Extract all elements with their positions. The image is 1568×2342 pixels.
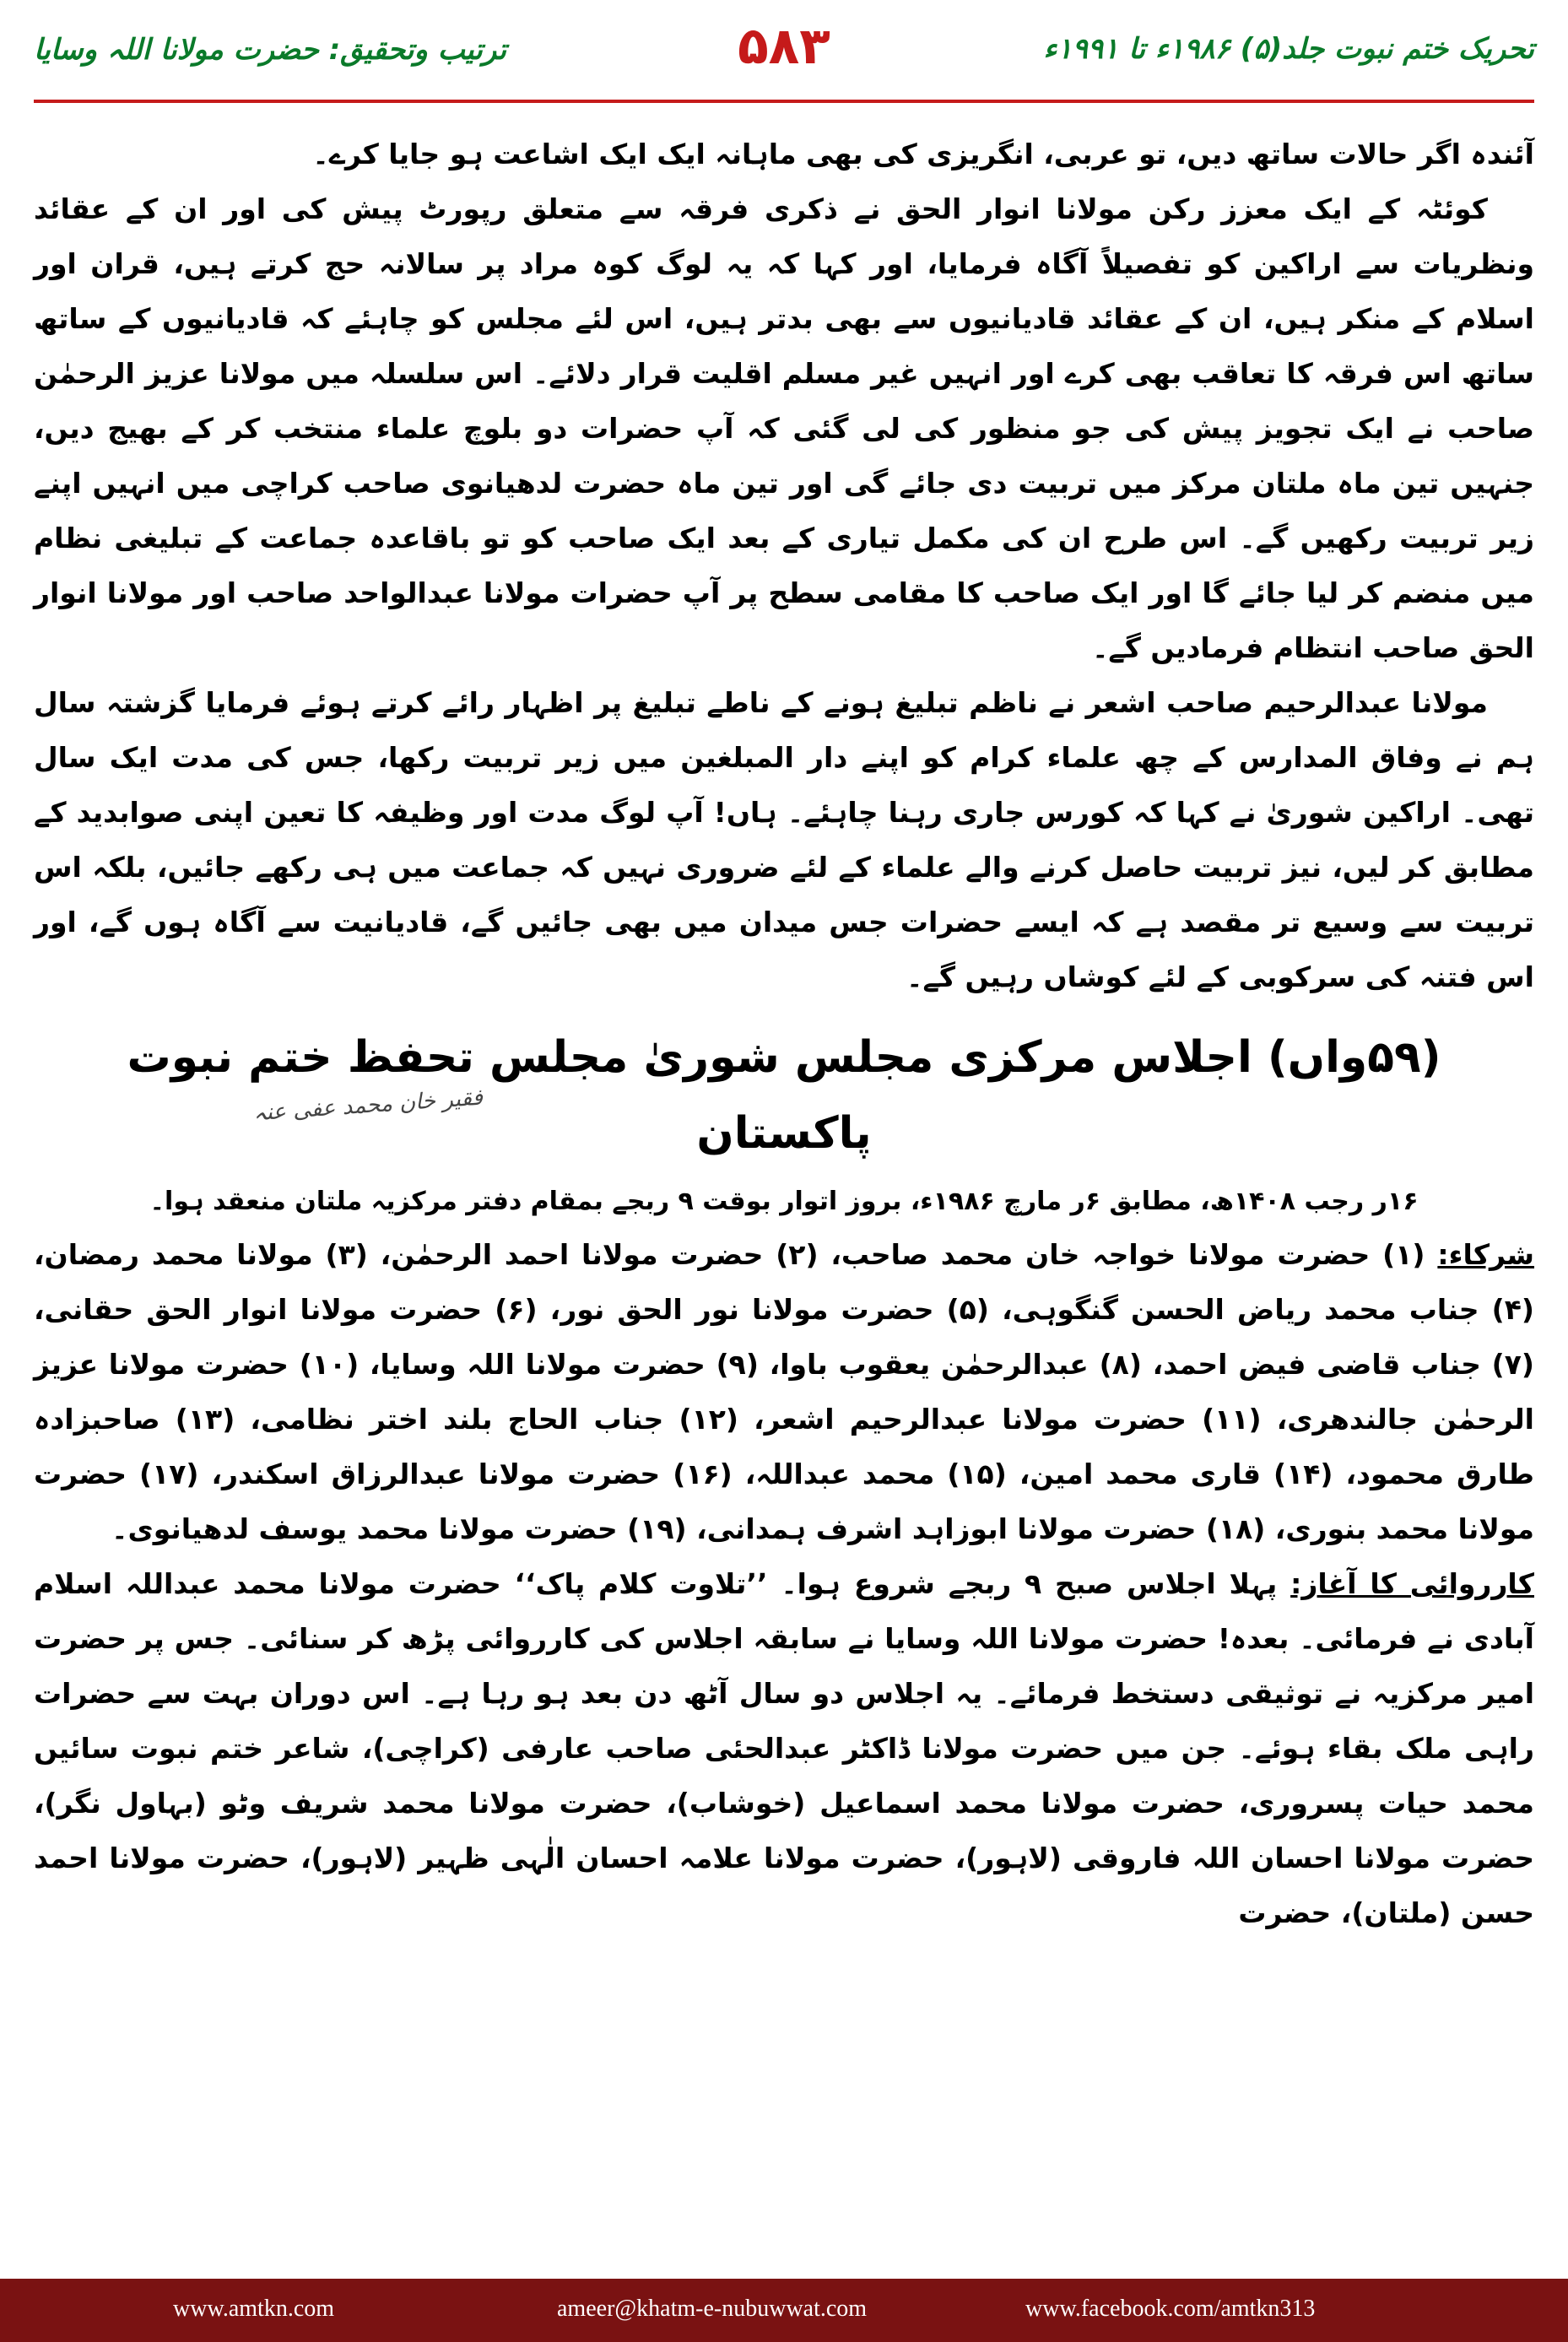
participants-label: شرکاء: xyxy=(1437,1238,1535,1271)
meeting-heading: (۵۹واں) اجلاس مرکزی مجلس شوریٰ مجلس تحفظ ختم نبوت پاکستان xyxy=(127,1032,1441,1159)
paragraph-publication: آئندہ اگر حالات ساتھ دیں، تو عربی، انگریزی کی بھی ماہانہ ایک ایک اشاعت ہو جایا کرے۔ xyxy=(312,138,1534,170)
proceedings-text: پہلا اجلاس صبح ۹ ربجے شروع ہوا۔ ’’تلاوت کلام پاک‘‘ حضرت مولانا محمد عبداللہ اسلام آبادی نے فرمائی۔ بعدہ! حضرت مولانا اللہ وسایا نے سابقہ اجلاس کی کارروائی پڑھ کر سنائی۔ جس پر حضرت امیر مرکزیہ نے توثیقی دستخط فرمائے۔ یہ اجلاس دو سال آٹھ دن بعد ہو رہا ہے۔ اس دوران بہت سے حضرات راہی ملک بقاء ہوئے۔ جن میں حضرت مولانا ڈاکٹر عبدالحئی صاحب عارفی (کراچی)، شاعر ختم نبوت سائیں محمد حیات پسروری، حضرت مولانا محمد اسماعیل (خوشاب)، حضرت مولانا محمد شریف وٹو (بہاول نگر)، حضرت مولانا احسان اللہ فاروقی (لاہور)، حضرت مولانا علامہ احسان الٰہی ظہیر (لاہور)، حضرت مولانا احمد حسن (ملتان)، حضرت xyxy=(34,1567,1534,1929)
header-divider xyxy=(34,100,1534,103)
footer-email-link[interactable]: ameer@khatm-e-nubuwwat.com xyxy=(557,2296,868,2322)
paragraph-training: مولانا عبدالرحیم صاحب اشعر نے ناظم تبلیغ ہونے کے ناطے تبلیغ پر اظہار رائے کرتے ہوئے فرمایا گزشتہ سال ہم نے وفاق المدارس کے چھ علماء کرام کو اپنے دار المبلغین میں زیر تربیت رکھا، جس کی مدت ایک سال تھی۔ اراکین شوریٰ نے کہا کہ کورس جاری رہنا چاہئے۔ ہاں! آپ لوگ مدت اور وظیفہ کا تعین اپنی صوابدید کے مطابق کر لیں، نیز تربیت حاصل کرنے والے علماء کے لئے ضروری نہیں کہ جماعت میں ہی رکھے جائیں، بلکہ اس تربیت سے وسیع تر مقصد ہے کہ ایسے حضرات جس میدان میں بھی جائیں گے، قادیانیت سے آگاہ ہوں گے، اور اس فتنہ کی سرکوبی کے لئے کوشاں رہیں گے۔ xyxy=(34,686,1534,993)
page-body xyxy=(34,127,1534,1940)
participants-list: (۱) حضرت مولانا خواجہ خان محمد صاحب، (۲) حضرت مولانا احمد الرحمٰن، (۳) مولانا محمد رمضان، (۴) جناب محمد ریاض الحسن گنگوہی، (۵) حضرت مولانا نور الحق نور، (۶) حضرت مولانا انوار الحق حقانی، (۷) جناب قاضی فیض احمد، (۸) عبدالرحمٰن یعقوب باوا، (۹) حضرت مولانا اللہ وسایا، (۱۰) حضرت مولانا عزیز الرحمٰن جالندھری، (۱۱) حضرت مولانا عبدالرحیم اشعر، (۱۲) جناب الحاج بلند اختر نظامی، (۱۳) صاحبزادہ طارق محمود، (۱۴) قاری محمد امین، (۱۵) محمد عبداللہ، (۱۶) حضرت مولانا عبدالرزاق اسکندر، (۱۷) حضرت مولانا محمد بنوری، (۱۸) حضرت مولانا ابوزاہد اشرف ہمدانی، (۱۹) حضرت مولانا محمد یوسف لدھیانوی۔ xyxy=(34,1238,1534,1545)
meeting-date: ۱۶ر رجب ۱۴۰۸ھ، مطابق ۶ر مارچ ۱۹۸۶ء، بروز اتوار بوقت ۹ ربجے بمقام دفتر مرکزیہ ملتان منعقد ہوا۔ xyxy=(149,1187,1419,1216)
footer-facebook-link[interactable]: www.facebook.com/amtkn313 xyxy=(1025,2296,1316,2322)
handwritten-signature: فقیر خان محمد عفی عنہ xyxy=(252,1084,484,1127)
paragraph-zikri-report: کوئٹہ کے ایک معزز رکن مولانا انوار الحق نے ذکری فرقہ سے متعلق رپورٹ پیش کی اور ان کے عقائد ونظریات سے اراکین کو تفصیلاً آگاہ فرمایا، اور کہا کہ یہ لوگ کوہ مراد پر سالانہ حج کرتے ہیں، قران اور اسلام کے منکر ہیں، ان کے عقائد قادیانیوں سے بھی بدتر ہیں، اس لئے مجلس کو چاہئے کہ قادیانیوں کے ساتھ ساتھ اس فرقہ کا تعاقب بھی کرے اور انہیں غیر مسلم اقلیت قرار دلائے۔ اس سلسلہ میں مولانا عزیز الرحمٰن صاحب نے ایک تجویز پیش کی جو منظور کی لی گئی کہ آپ حضرات دو بلوچ علماء منتخب کر کے بھیج دیں، جنہیں تین ماہ ملتان مرکز میں تربیت دی جائے گی اور تین ماہ حضرت لدھیانوی صاحب کراچی میں انہیں اپنے زیر تربیت رکھیں گے۔ اس طرح ان کی مکمل تیاری کے بعد ایک صاحب کو تو باقاعدہ جماعت کے تبلیغی نظام میں منضم کر لیا جائے گا اور ایک صاحب کا مقامی سطح پر آپ حضرات مولانا عبدالواحد صاحب اور مولانا انوار الحق صاحب انتظام فرمادیں گے۔ xyxy=(34,192,1534,664)
page-number: ۵۸۳ xyxy=(738,17,830,76)
proceedings-label: کارروائی کا آغاز: xyxy=(1290,1567,1534,1600)
book-title: تحریک ختم نبوت جلد(۵) ۱۹۸۶ء تا ۱۹۹۱ء xyxy=(1043,32,1534,66)
proceedings-paragraph xyxy=(34,1556,1534,1940)
page-footer xyxy=(0,2279,1568,2342)
page-header xyxy=(0,0,1568,118)
footer-website-link[interactable]: www.amtkn.com xyxy=(173,2296,335,2322)
participants-paragraph xyxy=(34,1227,1534,1556)
compiler-credit: ترتیب وتحقیق: حضرت مولانا اللہ وسایا xyxy=(34,33,507,67)
